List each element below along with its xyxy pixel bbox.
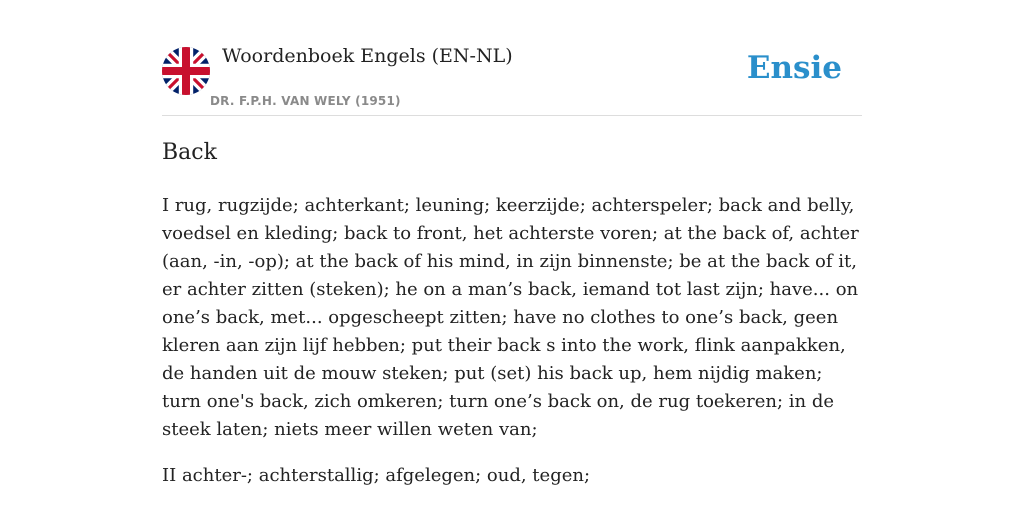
- ensie-logo-link[interactable]: Ensie: [746, 50, 842, 86]
- definition-paragraph: II achter-; achterstallig; afgelegen; oud, tegen;: [162, 465, 591, 486]
- dictionary-title[interactable]: Woordenboek Engels (EN-NL): [222, 45, 513, 67]
- dictionary-author: DR. F.P.H. VAN WELY (1951): [210, 94, 401, 108]
- definition-paragraph: I rug, rugzijde; achterkant; leuning; keerzijde; achterspeler; back and belly, voedsel en kleding; back to front, het achterste voren; at the back of, achter (aan, -in, -op); at the back of his mind, in zijn binnenste; be at the back of it, er achter zitten (steken); he on a man’s back, iemand tot last zijn; have... on one’s back, met... opgescheept zitten; have no clothes to one’s back, geen kleren aan zijn lijf hebben; put their back s into the work, flink aanpakken, de handen uit de mouw steken; put (set) his back up, hem nijdig maken; turn one's back, zich omkeren; turn one’s back on, de rug toekeren; in de steek laten; niets meer willen weten van;: [162, 195, 859, 440]
- entry-definition: [162, 192, 862, 508]
- dictionary-card: [162, 0, 862, 512]
- entry-word: Back: [162, 140, 217, 165]
- uk-flag-icon: [162, 47, 210, 95]
- header-divider: [162, 115, 862, 116]
